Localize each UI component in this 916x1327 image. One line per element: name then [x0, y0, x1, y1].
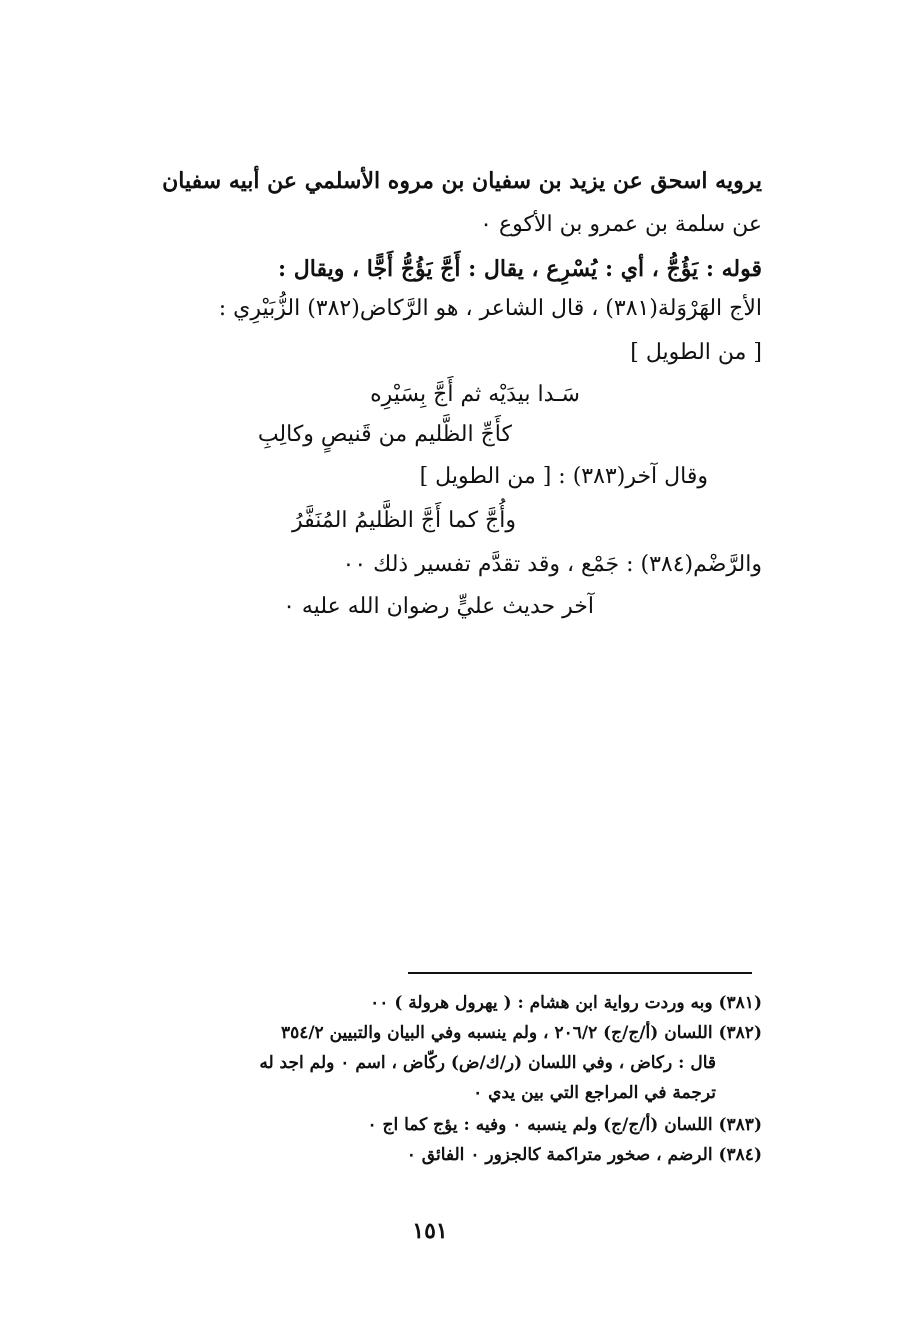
footnote-382-line-1: (٣٨٢) اللسان (أ/ج/ج) ٢٠٦/٢ ، ولم ينسبه وفي البيان والتبيين ٣٥٤/٢: [280, 1023, 762, 1043]
footnote-384: (٣٨٤) الرضم ، صخور متراكمة كالجزور ٠ الفائق ٠: [406, 1145, 762, 1165]
footnote-383: (٣٨٣) اللسان (أ/ج/ج) ولم ينسبه ٠ وفيه : يؤج كما اج ٠: [367, 1115, 762, 1135]
body-line-7: والرَّضْم(٣٨٤) : جَمْع ، وقد تقدَّم تفسير ذلك ٠٠: [342, 552, 762, 577]
footnote-381: (٣٨١) وبه وردت رواية ابن هشام : ( يهرول هرولة ) ٠٠: [370, 993, 762, 1013]
footnote-382-line-2: قال : ركاض ، وفي اللسان (ر/ك/ض) ركّاض ، اسم ٠ ولم اجد له: [259, 1053, 716, 1073]
footnote-divider: [408, 972, 752, 974]
body-line-8: آخر حديث عليٍّ رضوان الله عليه ٠: [283, 594, 594, 619]
footnote-382-line-3: ترجمة في المراجع التي بين يدي ٠: [473, 1083, 716, 1103]
verse-1-hemistich-1: سَـدا بيدَيْه ثم أَجَّ بِسَيْرِه: [370, 382, 580, 407]
verse-1-hemistich-2: كأَجِّ الظَّليم من قَنيصٍ وكالِبِ: [257, 422, 512, 447]
body-line-3: قوله : يَؤُجُّ ، أي : يُسْرِع ، يقال : أَجَّ يَؤُجُّ أَجًّا ، ويقال :: [277, 256, 762, 282]
body-line-4: الأج الهَرْوَلة(٣٨١) ، قال الشاعر ، هو الرَّكاض(٣٨٢) الزُّبَيْرِي :: [218, 296, 762, 321]
verse-2: وأُجَّ كما أَجَّ الظَّليمُ المُنَفَّرُ: [292, 508, 516, 533]
body-line-1: يرويه اسحق عن يزيد بن سفيان بن مروه الأسلمي عن أبيه سفيان: [162, 168, 762, 194]
meter-label-1: [ من الطويل ]: [630, 340, 762, 365]
page-number: ١٥١: [412, 1218, 448, 1244]
body-line-2: عن سلمة بن عمرو بن الأكوع ٠: [480, 212, 762, 237]
body-line-6: وقال آخر(٣٨٣) : [ من الطويل ]: [419, 464, 708, 489]
